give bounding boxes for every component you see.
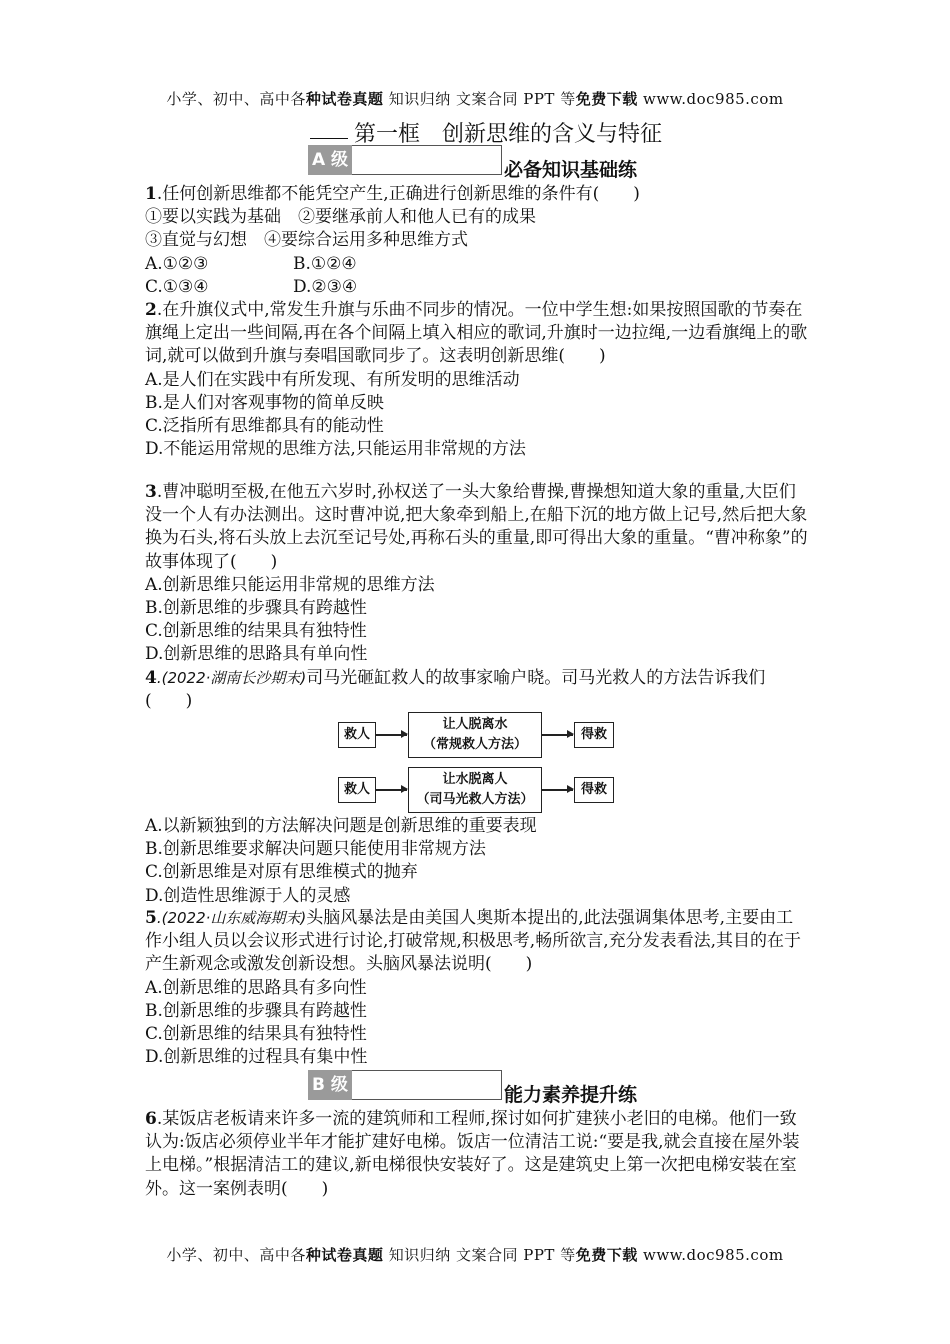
method-title: 让水脱离人: [442, 772, 508, 787]
footer-text: 小学、初中、高中各: [166, 1246, 306, 1264]
diagram-output-box: 得救: [574, 722, 614, 748]
section-b-label: 能力素养提升练: [504, 1084, 638, 1106]
diagram-input-box: 救人: [338, 722, 376, 748]
q5-option-c: C.创新思维的结果具有独特性: [145, 1024, 367, 1045]
footer-bold: 种试卷真题: [305, 1246, 384, 1264]
q3-option-d: D.创新思维的思路具有单向性: [145, 644, 368, 665]
section-a-tag: A 级: [308, 145, 352, 175]
method-title: 让人脱离水: [442, 717, 508, 732]
question-1: [145, 183, 810, 299]
header-bold-2: 免费下载: [575, 90, 638, 108]
q6-number: 6: [145, 1109, 157, 1129]
diagram-input-box: 救人: [338, 777, 376, 803]
q3-option-b: B.创新思维的步骤具有跨越性: [145, 598, 367, 619]
q6-stem: .某饭店老板请来许多一流的建筑师和工程师,探讨如何扩建狭小老旧的电梯。他们一致认为:饭店必须停业半年才能扩建好电梯。饭店一位清洁工说:“要是我,就会直接在屋外装上电梯。”根据清洁工的建议,新电梯很快安装好了。这是建筑史上第一次把电梯安装在室外。这一案例表明( ): [145, 1109, 800, 1199]
section-a-box: [352, 145, 502, 175]
section-b-tag: B 级: [308, 1070, 352, 1100]
header-site: www.doc985.com: [637, 90, 784, 108]
method-subtitle: （司马光救人方法）: [416, 792, 534, 807]
title-underline: [310, 138, 348, 139]
q1-option-c: C.①③④: [145, 276, 209, 297]
arrow-right-icon: [542, 789, 573, 791]
question-2: [145, 299, 810, 461]
q2-number: 2: [145, 300, 157, 320]
arrow-right-icon: [376, 734, 407, 736]
q4-option-b: B.创新思维要求解决问题只能使用非常规方法: [145, 839, 486, 860]
question-3: [145, 481, 810, 667]
footer-site: www.doc985.com: [637, 1246, 784, 1264]
question-4-stem-block: [145, 667, 810, 713]
q4-option-a: A.以新颖独到的方法解决问题是创新思维的重要表现: [145, 816, 537, 836]
q1-statements-1: ①要以实践为基础 ②要继承前人和他人已有的成果: [145, 207, 536, 228]
page-header: [0, 88, 950, 109]
q5-number: 5: [145, 908, 157, 928]
header-text: 小学、初中、高中各: [166, 90, 306, 108]
diagram-row-2: [338, 767, 614, 813]
method-subtitle: （常规救人方法）: [422, 737, 527, 752]
header-bold: 种试卷真题: [305, 90, 384, 108]
q5-source: .(2022·山东威海期末): [156, 909, 307, 927]
header-text-mid: 知识归纳 文案合同 PPT 等: [383, 90, 576, 108]
title-name: 创新思维的含义与特征: [442, 122, 663, 147]
q3-option-a: A.创新思维只能运用非常规的思维方法: [145, 574, 435, 595]
title-section: 第一框: [354, 122, 421, 147]
arrow-right-icon: [542, 734, 573, 736]
section-a-label: 必备知识基础练: [504, 159, 638, 181]
arrow-right-icon: [376, 789, 407, 791]
diagram-method-box: [408, 767, 542, 813]
q4-number: 4: [145, 668, 157, 688]
question-4-options: [145, 815, 810, 908]
q4-source: .(2022·湖南长沙期末): [156, 669, 307, 687]
section-b-box: [352, 1070, 502, 1100]
q5-option-b: B.创新思维的步骤具有跨越性: [145, 1000, 367, 1021]
question-5: [145, 907, 810, 1069]
q2-option-d: D.不能运用常规的思维方法,只能运用非常规的方法: [145, 439, 526, 460]
q1-statements-2: ③直觉与幻想 ④要综合运用多种思维方式: [145, 230, 468, 251]
page-footer: [0, 1244, 950, 1265]
q1-option-b: B.①②④: [293, 253, 357, 274]
q5-option-d: D.创新思维的过程具有集中性: [145, 1047, 368, 1068]
page-title: [310, 117, 662, 148]
q1-number: 1: [145, 184, 157, 204]
footer-bold-2: 免费下载: [575, 1246, 638, 1264]
q3-number: 3: [145, 482, 157, 502]
q2-stem: .在升旗仪式中,常发生升旗与乐曲不同步的情况。一位中学生想:如果按照国歌的节奏在旗绳上定出一些间隔,再在各个间隔上填入相应的歌词,升旗时一边拉绳,一边看旗绳上的歌词,就可以做到升旗与奏唱国歌同步了。这表明创新思维( ): [145, 300, 808, 367]
q4-stem: 司马光砸缸救人的故事家喻户晓。司马光救人的方法告诉我们( ): [145, 668, 766, 712]
diagram-row-1: [338, 712, 614, 758]
q1-option-d: D.②③④: [293, 276, 358, 297]
q2-option-c: C.泛指所有思维都具有的能动性: [145, 416, 384, 437]
q5-option-a: A.创新思维的思路具有多向性: [145, 977, 367, 998]
question-6: [145, 1108, 810, 1201]
q1-stem: .任何创新思维都不能凭空产生,正确进行创新思维的条件有( ): [156, 184, 640, 204]
q5-stem: 头脑风暴法是由美国人奥斯本提出的,此法强调集体思考,主要由工作小组人员以会议形式进行讨论,打破常规,积极思考,畅所欲言,充分发表看法,其目的在于产生新观念或激发创新设想。头脑风暴法说明( ): [145, 908, 802, 975]
q3-stem: .曹冲聪明至极,在他五六岁时,孙权送了一头大象给曹操,曹操想知道大象的重量,大臣们没一个人有办法测出。这时曹冲说,把大象牵到船上,在船下沉的地方做上记号,然后把大象换为石头,将石头放上去沉至记号处,再称石头的重量,即可得出大象的重量。“曹冲称象”的故事体现了( ): [145, 482, 808, 572]
q3-option-c: C.创新思维的结果具有独特性: [145, 621, 367, 642]
q2-option-b: B.是人们对客观事物的简单反映: [145, 392, 384, 413]
q4-option-d: D.创造性思维源于人的灵感: [145, 885, 351, 906]
q2-option-a: A.是人们在实践中有所发现、有所发明的思维活动: [145, 369, 520, 390]
q4-option-c: C.创新思维是对原有思维模式的抛弃: [145, 862, 418, 883]
q1-option-a: A.①②③: [145, 253, 209, 274]
diagram-output-box: 得救: [574, 777, 614, 803]
footer-text-mid: 知识归纳 文案合同 PPT 等: [383, 1246, 576, 1264]
diagram-method-box: [408, 712, 542, 758]
